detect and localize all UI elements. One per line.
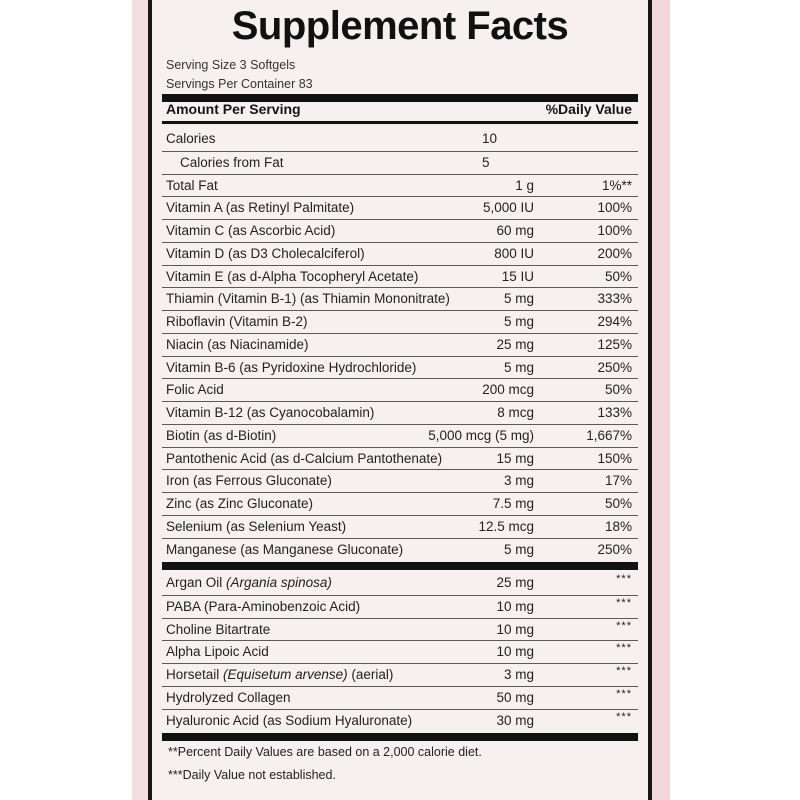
footnote-daily-values: **Percent Daily Values are based on a 2,000 calorie diet.	[168, 745, 482, 759]
ingredient-amount: 3 mg	[503, 667, 534, 682]
nutrient-row	[162, 515, 638, 538]
supplement-facts-panel	[148, 0, 652, 800]
nutrient-amount: 10	[482, 131, 498, 146]
ingredient-name-group	[166, 596, 360, 617]
background-left	[0, 0, 132, 800]
nutrient-daily-value: 200%	[597, 245, 632, 261]
nutrient-name: Selenium (as Selenium Yeast)	[166, 518, 347, 534]
nutrient-name: Vitamin C (as Ascorbic Acid)	[166, 223, 336, 238]
nutrient-row	[162, 219, 638, 242]
nutrient-name: Niacin (as Niacinamide)	[166, 336, 309, 352]
ingredient-daily-value: ***	[616, 710, 632, 723]
panel-title: Supplement Facts	[231, 4, 569, 48]
nutrient-daily-value: 333%	[597, 291, 632, 307]
nutrient-row	[162, 128, 638, 151]
nutrient-name: Total Fat	[166, 177, 218, 193]
nutrient-daily-value: 50%	[604, 268, 632, 284]
nutrient-daily-value: 100%	[597, 223, 632, 238]
ingredient-amount: 10 mg	[496, 598, 534, 614]
nutrient-row	[162, 378, 638, 401]
table-header	[166, 101, 632, 121]
nutrient-amount: 8 mcg	[497, 405, 534, 420]
nutrient-daily-value: 133%	[597, 405, 632, 420]
nutrient-amount: 12.5 mcg	[478, 518, 534, 534]
nutrient-amount: 15 IU	[501, 268, 534, 284]
nutrient-name: Folic Acid	[166, 382, 224, 398]
nutrient-name: Calories	[166, 131, 216, 146]
nutrient-daily-value: 250%	[597, 541, 632, 557]
nutrient-row	[162, 151, 638, 174]
nutrient-amount: 7.5 mg	[492, 496, 534, 511]
ingredient-daily-value: ***	[616, 687, 632, 700]
daily-value-heading: %Daily Value	[545, 101, 632, 117]
background-right	[670, 0, 800, 800]
ingredient-name: PABA (Para-Aminobenzoic Acid)	[166, 598, 361, 614]
nutrient-amount: 15 mg	[496, 450, 534, 466]
thick-divider-bottom	[162, 733, 638, 741]
nutrient-amount: 60 mg	[496, 223, 534, 238]
nutrient-daily-value: 100%	[597, 200, 632, 216]
nutrient-amount: 5 mg	[503, 314, 534, 329]
nutrient-amount: 25 mg	[496, 336, 534, 352]
ingredient-daily-value: ***	[616, 573, 632, 585]
nutrient-name: Thiamin (Vitamin B-1) (as Thiamin Mononitrate)	[166, 291, 450, 307]
ingredient-latin-name: (Argania spinosa)	[226, 575, 332, 590]
nutrient-daily-value: 125%	[597, 336, 632, 352]
nutrient-row	[162, 492, 638, 515]
nutrient-row	[162, 242, 638, 265]
nutrient-name: Vitamin D (as D3 Cholecalciferol)	[166, 245, 365, 261]
nutrient-row	[162, 265, 638, 288]
ingredient-name: Alpha Lipoic Acid	[166, 644, 269, 660]
ingredient-name: Argan Oil	[166, 575, 223, 590]
amount-per-serving-heading: Amount Per Serving	[166, 101, 301, 117]
nutrient-row	[162, 310, 638, 333]
ingredient-amount: 10 mg	[496, 644, 534, 660]
ingredient-amount: 10 mg	[496, 621, 534, 637]
ingredient-latin-name: (Equisetum arvense)	[223, 667, 348, 682]
nutrient-row	[162, 287, 638, 310]
nutrient-row	[162, 469, 638, 492]
nutrient-amount: 5 mg	[503, 541, 534, 557]
nutrient-amount: 200 mcg	[482, 382, 534, 398]
ingredient-part: (aerial)	[351, 667, 394, 682]
ingredient-name: Hyaluronic Acid (as Sodium Hyaluronate)	[166, 712, 413, 728]
nutrient-amount: 5 mg	[503, 359, 534, 375]
ingredient-name: Choline Bitartrate	[166, 621, 271, 637]
nutrient-name: Vitamin E (as d-Alpha Tocopheryl Acetate)	[166, 268, 419, 284]
nutrient-row	[162, 401, 638, 424]
ingredient-row	[162, 595, 638, 618]
ingredient-daily-value: ***	[616, 642, 632, 655]
ingredient-daily-value: ***	[616, 596, 632, 609]
nutrient-amount: 5 mg	[503, 291, 534, 307]
ingredient-name-group	[166, 619, 270, 640]
ingredient-name: Hydrolyzed Collagen	[166, 689, 291, 705]
ingredient-name: Horsetail	[166, 667, 220, 682]
ingredient-name-group	[166, 641, 269, 662]
nutrient-row	[162, 538, 638, 561]
ingredient-row	[162, 709, 638, 732]
ingredient-name-group	[166, 687, 291, 708]
nutrient-name: Vitamin B-6 (as Pyridoxine Hydrochloride)	[166, 359, 417, 375]
nutrient-daily-value: 18%	[604, 518, 632, 534]
ingredient-amount: 25 mg	[496, 575, 534, 590]
nutrient-row	[162, 356, 638, 379]
nutrient-amount: 800 IU	[494, 245, 534, 261]
nutrient-name: Zinc (as Zinc Gluconate)	[166, 496, 314, 511]
ingredient-daily-value: ***	[616, 665, 632, 677]
nutrient-daily-value: 294%	[597, 314, 632, 329]
header-divider	[162, 121, 638, 124]
nutrient-amount: 5,000 mcg (5 mg)	[428, 427, 534, 443]
ingredient-row	[162, 640, 638, 663]
ingredient-name-group	[166, 664, 393, 685]
nutrient-amount: 5	[482, 154, 490, 170]
thick-divider-middle	[162, 562, 638, 570]
nutrient-name: Riboflavin (Vitamin B-2)	[166, 314, 308, 329]
servings-per-container: Servings Per Container 83	[166, 77, 313, 91]
ingredient-row	[162, 686, 638, 709]
ingredient-row	[162, 618, 638, 641]
nutrient-daily-value: 250%	[597, 359, 632, 375]
footnote-not-established: ***Daily Value not established.	[168, 768, 336, 782]
nutrient-name: Vitamin A (as Retinyl Palmitate)	[166, 200, 355, 216]
nutrient-row	[162, 447, 638, 470]
nutrient-amount: 1 g	[515, 177, 534, 193]
nutrient-amount: 5,000 IU	[482, 200, 534, 216]
ingredient-row	[162, 572, 638, 595]
ingredient-row	[162, 663, 638, 686]
nutrient-row	[162, 424, 638, 447]
nutrient-row	[162, 333, 638, 356]
ingredient-name-group	[166, 572, 332, 593]
ingredient-amount: 50 mg	[496, 689, 534, 705]
nutrient-daily-value: 50%	[604, 496, 632, 511]
serving-size: Serving Size 3 Softgels	[166, 58, 296, 72]
nutrient-name: Calories from Fat	[180, 154, 284, 170]
nutrient-name: Biotin (as d-Biotin)	[166, 427, 277, 443]
nutrient-daily-value: 1%**	[601, 177, 632, 193]
nutrient-daily-value: 17%	[604, 473, 632, 489]
ingredient-name-group	[166, 710, 412, 731]
nutrient-daily-value: 1,667%	[586, 427, 632, 443]
nutrient-name: Vitamin B-12 (as Cyanocobalamin)	[166, 405, 375, 420]
nutrient-name: Pantothenic Acid (as d-Calcium Pantothenate)	[166, 450, 443, 466]
nutrient-daily-value: 150%	[597, 450, 632, 466]
nutrient-row	[162, 174, 638, 197]
ingredient-amount: 30 mg	[496, 712, 534, 728]
nutrient-name: Manganese (as Manganese Gluconate)	[166, 541, 404, 557]
nutrient-row	[162, 196, 638, 219]
nutrient-daily-value: 50%	[604, 382, 632, 398]
nutrient-amount: 3 mg	[503, 473, 534, 489]
nutrient-name: Iron (as Ferrous Gluconate)	[166, 473, 332, 489]
ingredient-daily-value: ***	[616, 619, 632, 632]
